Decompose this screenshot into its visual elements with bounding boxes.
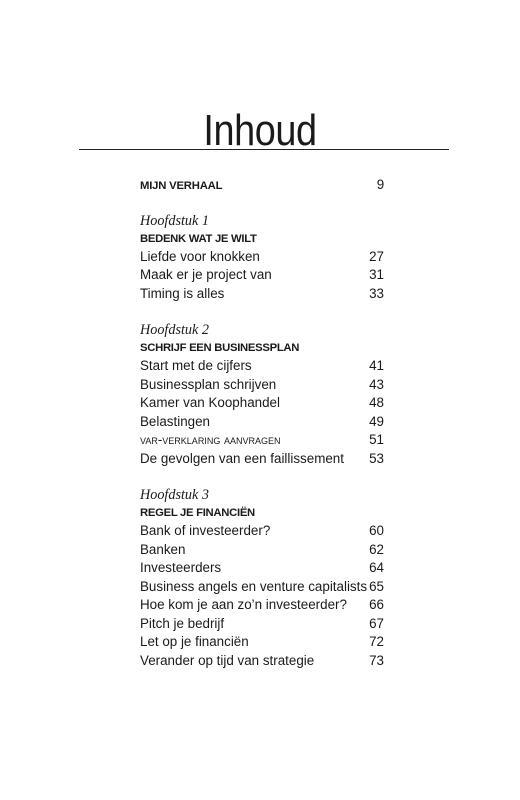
toc-entry-label: Verander op tijd van strategie xyxy=(140,652,315,668)
toc-entry-label: var-verklaring aanvragen xyxy=(140,432,281,447)
toc-entry[interactable] xyxy=(140,578,384,597)
toc-entry[interactable] xyxy=(140,248,384,267)
toc-entry[interactable] xyxy=(140,450,384,469)
toc-entry-label: Start met de cijfers xyxy=(140,358,252,373)
toc-entry-label: MIJN VERHAAL xyxy=(140,180,223,192)
toc-entry-label: Liefde voor knokken xyxy=(140,248,260,264)
chapter-label: Hoofdstuk 2 xyxy=(140,322,209,338)
toc-entry-page: 67 xyxy=(369,615,384,631)
toc-entry-page: 72 xyxy=(369,634,384,649)
toc-entry-page: 73 xyxy=(369,652,384,668)
toc-entry-page: 51 xyxy=(369,432,384,447)
toc-entry-label: Let op je financiën xyxy=(140,634,249,649)
toc-entry-label: Kamer van Koophandel xyxy=(140,395,280,410)
chapter-section xyxy=(140,486,384,670)
toc-entry-label: Businessplan schrijven xyxy=(140,376,277,392)
toc-entry-label: Banken xyxy=(140,541,186,557)
title-divider xyxy=(79,149,449,150)
chapter-section xyxy=(140,212,384,304)
toc-entry-label: Business angels en venture capitalists xyxy=(140,578,368,594)
toc-entry-page: 43 xyxy=(369,376,384,392)
page-title: Inhoud xyxy=(203,106,317,156)
toc-entry-page: 48 xyxy=(369,395,384,410)
chapter-label: Hoofdstuk 1 xyxy=(140,212,209,229)
toc-entry-label: Maak er je project van xyxy=(140,267,272,282)
toc-entry-page: 41 xyxy=(369,358,384,373)
toc-entry-label: Hoe kom je aan zo’n investeerder? xyxy=(140,597,347,612)
chapter-title: BEDENK WAT JE WILT xyxy=(140,232,257,245)
toc-entry-page: 66 xyxy=(369,597,384,612)
toc-entry[interactable] xyxy=(140,633,384,652)
toc-entry[interactable] xyxy=(140,431,384,450)
toc-entry[interactable] xyxy=(140,652,384,671)
toc-entry-page: 53 xyxy=(369,450,384,466)
chapter-title: REGEL JE FINANCIËN xyxy=(140,507,255,519)
toc-entry[interactable] xyxy=(140,522,384,541)
toc-entry-page: 64 xyxy=(369,560,384,575)
toc-entry-label: Bank of investeerder? xyxy=(140,523,271,538)
toc-entry-page: 33 xyxy=(369,285,384,301)
chapter-section xyxy=(140,321,384,468)
toc-entry-label: De gevolgen van een faillissement xyxy=(140,450,344,466)
toc-entry[interactable] xyxy=(140,615,384,634)
toc-entry-page: 49 xyxy=(369,413,384,429)
chapter-list xyxy=(140,212,384,671)
toc-entry-label: Belastingen xyxy=(140,413,210,429)
toc-entry-page: 60 xyxy=(369,523,384,538)
toc-entry-label: Timing is alles xyxy=(140,285,225,301)
toc-entry[interactable] xyxy=(140,266,384,285)
toc-entry[interactable] xyxy=(140,413,384,432)
toc-entry-page: 31 xyxy=(369,267,384,282)
toc-entry[interactable] xyxy=(140,376,384,395)
toc-entry-label: Investeerders xyxy=(140,560,222,575)
chapter-label: Hoofdstuk 3 xyxy=(140,487,209,503)
toc-entry[interactable] xyxy=(140,541,384,560)
toc-entry[interactable] xyxy=(140,357,384,376)
toc-entry[interactable] xyxy=(140,285,384,304)
toc-entry-page: 62 xyxy=(369,541,384,557)
toc-entry-intro[interactable] xyxy=(140,176,384,195)
toc-entry[interactable] xyxy=(140,596,384,615)
toc-entry-label: Pitch je bedrijf xyxy=(140,615,225,631)
chapter-title: SCHRIJF EEN BUSINESSPLAN xyxy=(140,342,300,354)
toc-entry[interactable] xyxy=(140,394,384,413)
toc-entry-page: 27 xyxy=(369,248,384,264)
toc-entry-page: 9 xyxy=(376,177,384,192)
toc-entry-page: 65 xyxy=(369,578,384,594)
toc-entry[interactable] xyxy=(140,559,384,578)
table-of-contents xyxy=(140,176,384,670)
